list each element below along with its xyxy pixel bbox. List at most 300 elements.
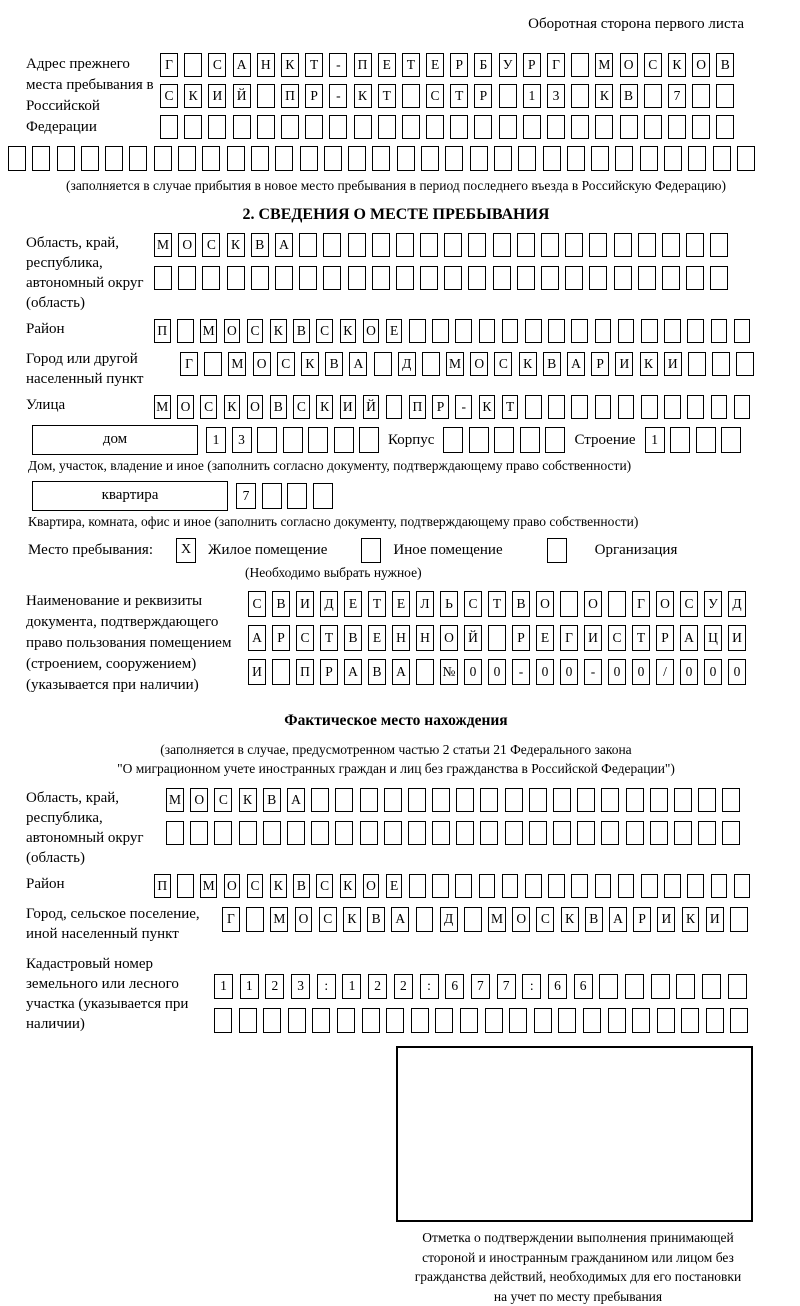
char-box[interactable] — [638, 266, 656, 290]
char-box[interactable] — [525, 395, 542, 419]
char-box[interactable] — [335, 821, 353, 845]
char-box[interactable] — [445, 146, 463, 171]
char-box[interactable] — [178, 266, 196, 290]
apartment-type-box[interactable]: квартира — [32, 481, 228, 511]
char-box[interactable] — [227, 146, 245, 171]
char-box[interactable]: С — [208, 53, 226, 77]
char-box[interactable]: К — [239, 788, 257, 812]
char-box[interactable]: К — [354, 84, 372, 108]
char-box[interactable] — [329, 115, 347, 139]
char-box[interactable]: - — [455, 395, 472, 419]
char-box[interactable]: К — [227, 233, 245, 257]
char-box[interactable]: С — [536, 907, 554, 932]
char-box[interactable] — [129, 146, 147, 171]
char-box[interactable] — [567, 146, 585, 171]
char-box[interactable] — [614, 266, 632, 290]
char-box[interactable]: Т — [378, 84, 396, 108]
char-box[interactable] — [32, 146, 50, 171]
char-box[interactable]: Л — [416, 591, 434, 617]
char-box[interactable] — [541, 233, 559, 257]
char-box[interactable] — [722, 788, 740, 812]
char-box[interactable] — [583, 1008, 601, 1033]
char-box[interactable]: К — [682, 907, 700, 932]
char-box[interactable] — [595, 319, 612, 343]
char-box[interactable]: О — [224, 874, 241, 898]
char-box[interactable]: А — [233, 53, 251, 77]
char-box[interactable]: С — [247, 874, 264, 898]
char-box[interactable] — [300, 146, 318, 171]
char-box[interactable]: Т — [368, 591, 386, 617]
char-box[interactable]: В — [368, 659, 386, 685]
char-box[interactable]: Р — [591, 352, 609, 376]
char-box[interactable] — [374, 352, 392, 376]
char-box[interactable]: А — [609, 907, 627, 932]
char-box[interactable] — [474, 115, 492, 139]
char-box[interactable]: К — [301, 352, 319, 376]
char-box[interactable]: О — [363, 874, 380, 898]
char-box[interactable] — [571, 115, 589, 139]
char-box[interactable] — [626, 821, 644, 845]
char-box[interactable] — [263, 821, 281, 845]
char-box[interactable] — [548, 395, 565, 419]
char-box[interactable] — [8, 146, 26, 171]
char-box[interactable]: К — [343, 907, 361, 932]
char-box[interactable]: М — [488, 907, 506, 932]
char-box[interactable] — [420, 233, 438, 257]
char-box[interactable]: Е — [386, 874, 403, 898]
char-box[interactable] — [696, 427, 716, 453]
char-box[interactable] — [456, 788, 474, 812]
char-box[interactable] — [311, 821, 329, 845]
char-box[interactable] — [354, 115, 372, 139]
char-box[interactable] — [312, 1008, 330, 1033]
char-box[interactable] — [722, 821, 740, 845]
char-box[interactable]: Т — [305, 53, 323, 77]
char-box[interactable]: С — [296, 625, 314, 651]
char-box[interactable]: П — [354, 53, 372, 77]
char-box[interactable] — [299, 266, 317, 290]
char-box[interactable]: 6 — [574, 974, 593, 999]
char-box[interactable]: Т — [402, 53, 420, 77]
char-box[interactable]: А — [349, 352, 367, 376]
char-box[interactable]: О — [470, 352, 488, 376]
char-box[interactable]: У — [704, 591, 722, 617]
char-box[interactable] — [589, 233, 607, 257]
char-box[interactable] — [534, 1008, 552, 1033]
char-box[interactable] — [239, 821, 257, 845]
char-box[interactable]: М — [154, 395, 171, 419]
char-box[interactable]: О — [512, 907, 530, 932]
char-box[interactable]: Т — [488, 591, 506, 617]
char-box[interactable] — [560, 591, 578, 617]
char-box[interactable] — [625, 974, 644, 999]
char-box[interactable] — [565, 266, 583, 290]
char-box[interactable]: 0 — [680, 659, 698, 685]
stay-checkbox-organization[interactable] — [547, 538, 567, 563]
char-box[interactable]: Й — [233, 84, 251, 108]
char-box[interactable]: О — [190, 788, 208, 812]
char-box[interactable]: В — [512, 591, 530, 617]
char-box[interactable]: С — [200, 395, 217, 419]
char-box[interactable] — [384, 788, 402, 812]
char-box[interactable] — [283, 427, 303, 453]
char-box[interactable]: К — [281, 53, 299, 77]
char-box[interactable]: Й — [363, 395, 380, 419]
char-box[interactable]: Г — [222, 907, 240, 932]
char-box[interactable] — [525, 319, 542, 343]
char-box[interactable] — [468, 266, 486, 290]
char-box[interactable] — [281, 115, 299, 139]
char-box[interactable]: М — [200, 319, 217, 343]
char-box[interactable] — [324, 146, 342, 171]
char-box[interactable]: Р — [450, 53, 468, 77]
char-box[interactable] — [640, 146, 658, 171]
char-box[interactable]: К — [184, 84, 202, 108]
char-box[interactable] — [502, 874, 519, 898]
char-box[interactable] — [657, 1008, 675, 1033]
char-box[interactable]: И — [664, 352, 682, 376]
char-box[interactable] — [409, 319, 426, 343]
char-box[interactable] — [674, 821, 692, 845]
char-box[interactable]: М — [270, 907, 288, 932]
char-box[interactable]: - — [584, 659, 602, 685]
char-box[interactable] — [435, 1008, 453, 1033]
char-box[interactable]: : — [420, 974, 439, 999]
char-box[interactable]: - — [512, 659, 530, 685]
char-box[interactable] — [470, 146, 488, 171]
char-box[interactable]: № — [440, 659, 458, 685]
char-box[interactable]: Е — [386, 319, 403, 343]
char-box[interactable]: 3 — [547, 84, 565, 108]
char-box[interactable] — [416, 907, 434, 932]
char-box[interactable] — [523, 115, 541, 139]
char-box[interactable] — [204, 352, 222, 376]
char-box[interactable] — [313, 483, 333, 509]
char-box[interactable] — [262, 483, 282, 509]
char-box[interactable]: П — [296, 659, 314, 685]
char-box[interactable] — [455, 874, 472, 898]
char-box[interactable] — [517, 233, 535, 257]
char-box[interactable]: - — [329, 53, 347, 77]
char-box[interactable] — [737, 146, 755, 171]
char-box[interactable]: В — [293, 874, 310, 898]
char-box[interactable]: О — [440, 625, 458, 651]
char-box[interactable] — [384, 821, 402, 845]
char-box[interactable]: С — [248, 591, 266, 617]
char-box[interactable]: К — [640, 352, 658, 376]
char-box[interactable] — [529, 788, 547, 812]
char-box[interactable] — [443, 427, 463, 453]
char-box[interactable] — [644, 84, 662, 108]
char-box[interactable]: О — [177, 395, 194, 419]
char-box[interactable]: С — [464, 591, 482, 617]
char-box[interactable] — [662, 266, 680, 290]
char-box[interactable]: 7 — [668, 84, 686, 108]
char-box[interactable] — [323, 233, 341, 257]
char-box[interactable]: А — [275, 233, 293, 257]
char-box[interactable] — [408, 821, 426, 845]
char-box[interactable]: К — [340, 319, 357, 343]
char-box[interactable] — [479, 874, 496, 898]
stay-checkbox-other[interactable] — [361, 538, 381, 563]
char-box[interactable] — [650, 788, 668, 812]
char-box[interactable] — [335, 788, 353, 812]
char-box[interactable] — [416, 659, 434, 685]
char-box[interactable] — [386, 1008, 404, 1033]
char-box[interactable]: 0 — [608, 659, 626, 685]
char-box[interactable]: К — [224, 395, 241, 419]
char-box[interactable] — [698, 821, 716, 845]
char-box[interactable]: 0 — [464, 659, 482, 685]
char-box[interactable] — [620, 115, 638, 139]
char-box[interactable]: 2 — [265, 974, 284, 999]
char-box[interactable] — [493, 266, 511, 290]
char-box[interactable] — [591, 146, 609, 171]
char-box[interactable] — [702, 974, 721, 999]
char-box[interactable] — [543, 146, 561, 171]
char-box[interactable]: 1 — [214, 974, 233, 999]
char-box[interactable] — [577, 821, 595, 845]
char-box[interactable] — [626, 788, 644, 812]
char-box[interactable] — [323, 266, 341, 290]
char-box[interactable]: 6 — [548, 974, 567, 999]
char-box[interactable] — [664, 146, 682, 171]
char-box[interactable]: С — [316, 319, 333, 343]
char-box[interactable]: А — [248, 625, 266, 651]
char-box[interactable]: Г — [180, 352, 198, 376]
char-box[interactable] — [618, 395, 635, 419]
char-box[interactable]: 0 — [704, 659, 722, 685]
house-type-box[interactable]: дом — [32, 425, 198, 455]
char-box[interactable] — [239, 1008, 257, 1033]
char-box[interactable] — [664, 874, 681, 898]
char-box[interactable]: 0 — [728, 659, 746, 685]
char-box[interactable]: Р — [432, 395, 449, 419]
char-box[interactable]: / — [656, 659, 674, 685]
char-box[interactable]: 1 — [206, 427, 226, 453]
char-box[interactable]: 1 — [523, 84, 541, 108]
char-box[interactable]: О — [692, 53, 710, 77]
char-box[interactable] — [272, 659, 290, 685]
char-box[interactable] — [251, 266, 269, 290]
char-box[interactable] — [372, 233, 390, 257]
char-box[interactable] — [688, 146, 706, 171]
char-box[interactable] — [287, 821, 305, 845]
char-box[interactable] — [468, 233, 486, 257]
char-box[interactable] — [378, 115, 396, 139]
char-box[interactable]: Т — [320, 625, 338, 651]
char-box[interactable]: М — [166, 788, 184, 812]
char-box[interactable] — [488, 625, 506, 651]
char-box[interactable] — [494, 146, 512, 171]
char-box[interactable] — [450, 115, 468, 139]
char-box[interactable] — [698, 788, 716, 812]
char-box[interactable] — [372, 146, 390, 171]
char-box[interactable] — [257, 84, 275, 108]
char-box[interactable] — [638, 233, 656, 257]
char-box[interactable]: Е — [392, 591, 410, 617]
char-box[interactable]: И — [706, 907, 724, 932]
char-box[interactable] — [257, 115, 275, 139]
char-box[interactable]: К — [479, 395, 496, 419]
char-box[interactable]: 1 — [342, 974, 361, 999]
char-box[interactable]: М — [595, 53, 613, 77]
char-box[interactable] — [721, 427, 741, 453]
char-box[interactable] — [662, 233, 680, 257]
char-box[interactable] — [553, 788, 571, 812]
char-box[interactable]: А — [391, 907, 409, 932]
char-box[interactable]: Д — [398, 352, 416, 376]
char-box[interactable] — [299, 233, 317, 257]
char-box[interactable] — [348, 146, 366, 171]
char-box[interactable] — [711, 319, 728, 343]
char-box[interactable]: Р — [523, 53, 541, 77]
char-box[interactable] — [664, 319, 681, 343]
char-box[interactable] — [154, 266, 172, 290]
char-box[interactable]: 0 — [488, 659, 506, 685]
char-box[interactable]: 1 — [240, 974, 259, 999]
char-box[interactable] — [154, 146, 172, 171]
char-box[interactable]: Р — [656, 625, 674, 651]
char-box[interactable] — [81, 146, 99, 171]
char-box[interactable] — [275, 146, 293, 171]
stay-checkbox-residential[interactable]: X — [176, 538, 196, 563]
char-box[interactable]: 2 — [368, 974, 387, 999]
char-box[interactable]: С — [494, 352, 512, 376]
char-box[interactable] — [480, 788, 498, 812]
char-box[interactable]: А — [567, 352, 585, 376]
char-box[interactable]: С — [247, 319, 264, 343]
char-box[interactable]: Р — [272, 625, 290, 651]
char-box[interactable]: С — [680, 591, 698, 617]
char-box[interactable] — [571, 84, 589, 108]
char-box[interactable]: В — [263, 788, 281, 812]
char-box[interactable]: Н — [416, 625, 434, 651]
char-box[interactable]: В — [543, 352, 561, 376]
char-box[interactable] — [372, 266, 390, 290]
char-box[interactable] — [464, 907, 482, 932]
char-box[interactable]: : — [522, 974, 541, 999]
char-box[interactable]: 3 — [291, 974, 310, 999]
char-box[interactable]: И — [728, 625, 746, 651]
char-box[interactable] — [420, 266, 438, 290]
char-box[interactable] — [688, 352, 706, 376]
char-box[interactable]: К — [316, 395, 333, 419]
char-box[interactable] — [651, 974, 670, 999]
char-box[interactable] — [479, 319, 496, 343]
char-box[interactable]: В — [716, 53, 734, 77]
char-box[interactable] — [710, 233, 728, 257]
char-box[interactable] — [565, 233, 583, 257]
char-box[interactable] — [692, 115, 710, 139]
char-box[interactable] — [686, 233, 704, 257]
char-box[interactable]: О — [584, 591, 602, 617]
char-box[interactable] — [396, 233, 414, 257]
char-box[interactable] — [426, 115, 444, 139]
char-box[interactable] — [233, 115, 251, 139]
char-box[interactable]: О — [224, 319, 241, 343]
char-box[interactable] — [520, 427, 540, 453]
char-box[interactable] — [601, 821, 619, 845]
char-box[interactable]: 0 — [536, 659, 554, 685]
char-box[interactable]: В — [251, 233, 269, 257]
char-box[interactable] — [360, 788, 378, 812]
char-box[interactable] — [558, 1008, 576, 1033]
char-box[interactable] — [105, 146, 123, 171]
char-box[interactable] — [57, 146, 75, 171]
char-box[interactable]: Ь — [440, 591, 458, 617]
char-box[interactable]: Ц — [704, 625, 722, 651]
char-box[interactable] — [692, 84, 710, 108]
char-box[interactable] — [190, 821, 208, 845]
char-box[interactable] — [166, 821, 184, 845]
char-box[interactable] — [716, 115, 734, 139]
char-box[interactable]: У — [499, 53, 517, 77]
char-box[interactable]: С — [316, 874, 333, 898]
char-box[interactable] — [432, 874, 449, 898]
char-box[interactable] — [177, 874, 194, 898]
char-box[interactable] — [305, 115, 323, 139]
char-box[interactable]: 3 — [232, 427, 252, 453]
char-box[interactable] — [480, 821, 498, 845]
char-box[interactable]: В — [585, 907, 603, 932]
char-box[interactable] — [432, 788, 450, 812]
char-box[interactable] — [308, 427, 328, 453]
char-box[interactable] — [257, 427, 277, 453]
char-box[interactable] — [287, 483, 307, 509]
char-box[interactable] — [493, 233, 511, 257]
char-box[interactable]: В — [344, 625, 362, 651]
char-box[interactable] — [670, 427, 690, 453]
char-box[interactable] — [408, 788, 426, 812]
char-box[interactable] — [713, 146, 731, 171]
char-box[interactable] — [409, 874, 426, 898]
char-box[interactable] — [402, 115, 420, 139]
char-box[interactable] — [676, 974, 695, 999]
char-box[interactable]: Т — [632, 625, 650, 651]
char-box[interactable]: Д — [728, 591, 746, 617]
char-box[interactable] — [618, 319, 635, 343]
char-box[interactable]: Е — [368, 625, 386, 651]
char-box[interactable] — [686, 266, 704, 290]
char-box[interactable]: Е — [344, 591, 362, 617]
char-box[interactable] — [202, 146, 220, 171]
char-box[interactable]: О — [363, 319, 380, 343]
char-box[interactable]: О — [656, 591, 674, 617]
char-box[interactable]: И — [615, 352, 633, 376]
char-box[interactable]: А — [344, 659, 362, 685]
char-box[interactable] — [432, 821, 450, 845]
char-box[interactable] — [545, 427, 565, 453]
char-box[interactable] — [734, 395, 751, 419]
char-box[interactable]: С — [608, 625, 626, 651]
char-box[interactable]: Р — [474, 84, 492, 108]
char-box[interactable]: Р — [305, 84, 323, 108]
char-box[interactable]: 0 — [560, 659, 578, 685]
char-box[interactable] — [411, 1008, 429, 1033]
char-box[interactable]: - — [329, 84, 347, 108]
char-box[interactable]: С — [160, 84, 178, 108]
char-box[interactable] — [589, 266, 607, 290]
char-box[interactable]: П — [154, 319, 171, 343]
char-box[interactable] — [184, 53, 202, 77]
char-box[interactable] — [396, 266, 414, 290]
char-box[interactable] — [444, 266, 462, 290]
char-box[interactable] — [251, 146, 269, 171]
char-box[interactable]: Й — [464, 625, 482, 651]
char-box[interactable]: С — [202, 233, 220, 257]
char-box[interactable] — [553, 821, 571, 845]
